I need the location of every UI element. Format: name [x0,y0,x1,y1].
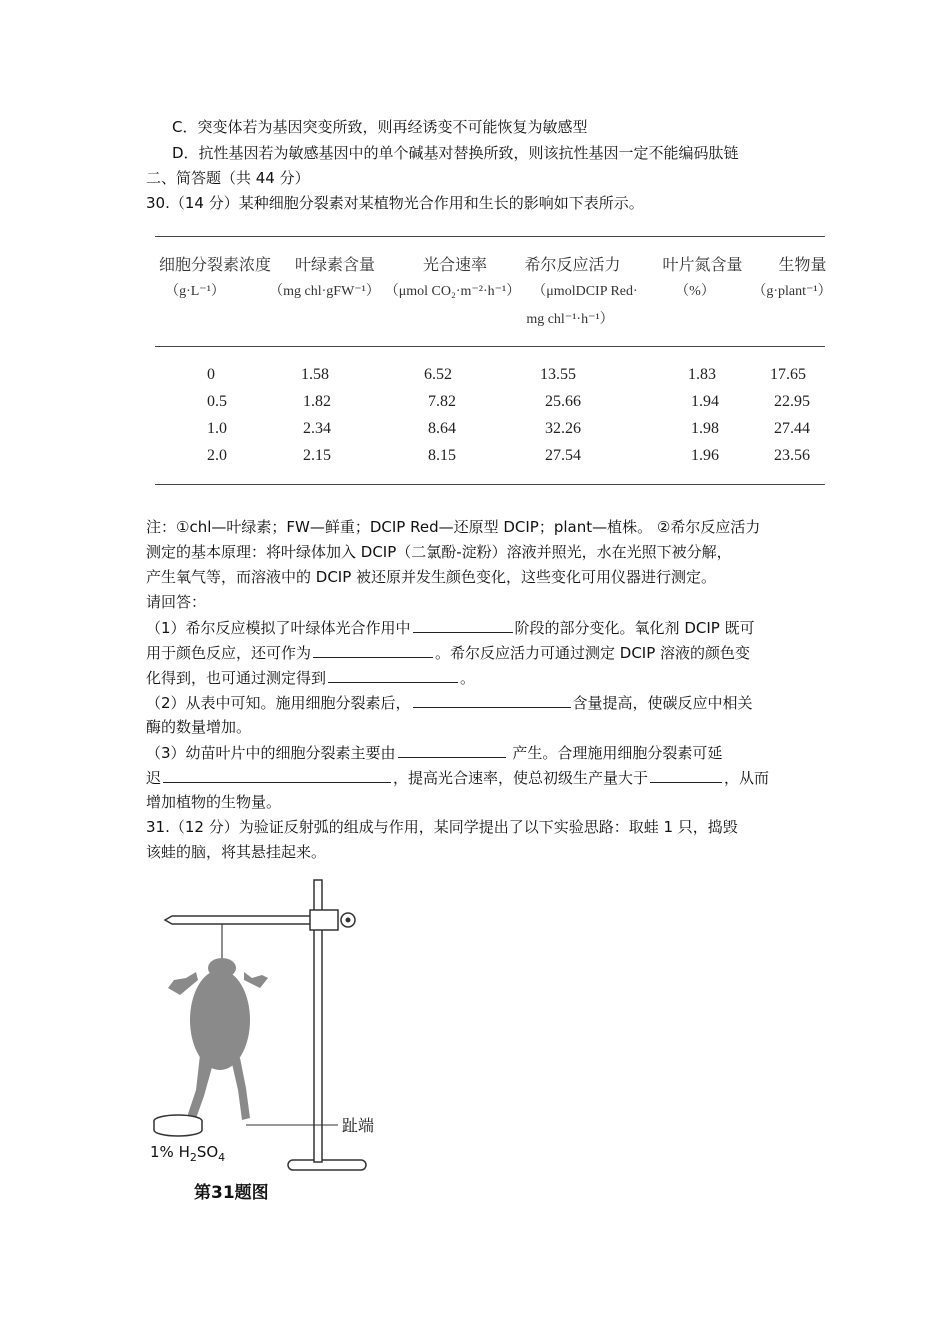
ask-label: 请回答： [146,593,207,611]
stand-clamp [310,910,338,930]
table-cell: 13.55 [540,366,576,383]
header-photosynthesis-unit: （μmol CO₂·m⁻²·h⁻¹） [384,284,521,299]
part3-text-b: 产生。合理施用细胞分裂素可延 [507,744,723,762]
table-cell: 22.95 [774,393,810,410]
header-chlorophyll: 叶绿素含量 [294,255,375,274]
header-nitrogen-unit: （%） [675,284,715,299]
header-chlorophyll-unit: （mg chl·gFW⁻¹） [269,284,380,299]
table-cell: 2.34 [303,420,331,437]
part1-text-c: 用于颜色反应，还可作为 [146,644,312,662]
table-cell: 27.54 [545,447,581,464]
part3-text-a: （3）幼苗叶片中的细胞分裂素主要由 [146,744,396,762]
header-biomass-unit: （g·plant⁻¹） [752,284,832,299]
table-cell: 1.96 [691,447,719,464]
table-cell: 27.44 [774,420,810,437]
table-cell: 23.56 [774,447,810,464]
part3-text-c: 迟 [146,769,162,787]
header-hill-unit2: mg chl⁻¹·h⁻¹） [526,312,614,327]
header-biomass: 生物量 [778,255,827,274]
table-cell: 17.65 [770,366,806,383]
table-cell: 1.82 [303,393,331,410]
header-photosynthesis: 光合速率 [422,255,487,274]
table-cell: 6.52 [424,366,452,383]
table-cell: 0 [207,366,215,383]
header-hill-unit: （μmolDCIP Red· [532,284,638,299]
table-cell: 8.15 [428,447,456,464]
part1-text-d: 。希尔反应活力可通过测定 DCIP 溶液的颜色变 [435,644,751,662]
figure-caption: 第31题图 [194,1183,269,1203]
acid-label-sub2: 4 [218,1151,226,1164]
table-cell: 7.82 [428,393,456,410]
header-cytokinin-unit: （g·L⁻¹） [165,284,225,299]
question-31-line2: 该蛙的脑，将其悬挂起来。 [146,843,327,861]
part1-text-e: 化得到，也可通过测定得到 [146,669,327,687]
header-cytokinin: 细胞分裂素浓度 [158,255,271,274]
note-line-2: 测定的基本原理：将叶绿体加入 DCIP（二氯酚-淀粉）溶液并照光，水在光照下被分解， [146,543,732,561]
header-nitrogen: 叶片氮含量 [662,255,743,274]
table-cell: 25.66 [545,393,581,410]
part3-line3: 增加植物的生物量。 [146,793,282,811]
table-cell: 2.15 [303,447,331,464]
frog-illustration [168,958,268,1124]
clamp-screw-center [346,918,351,923]
acid-label-sub1: 2 [189,1151,197,1164]
part1-text-a: （1）希尔反应模拟了叶绿体光合作用中 [146,619,411,637]
toe-label: 趾端 [342,1116,375,1135]
stand-arm [165,916,320,924]
note-line-1: 注：①chl—叶绿素；FW—鲜重；DCIP Red—还原型 DCIP；plant—植株。 ②希尔反应活力 [146,518,761,536]
acid-dish [154,1121,202,1136]
stand-base [288,1160,366,1170]
table-cell: 8.64 [428,420,456,437]
part2-line2: 酶的数量增加。 [146,718,252,736]
table-cell: 1.58 [301,366,329,383]
table-cell: 32.26 [545,420,581,437]
table-cell: 1.94 [691,393,719,410]
part2-text-a: （2）从表中可知。施用细胞分裂素后， [146,694,411,712]
question-30-stem: 30.（14 分）某种细胞分裂素对某植物光合作用和生长的影响如下表所示。 [146,194,644,212]
part2-text-b: 含量提高，使碳反应中相关 [572,694,753,712]
option-d: D．抗性基因若为敏感基因中的单个碱基对替换所致，则该抗性基因一定不能编码肽链 [172,144,739,162]
part1-text-b: 阶段的部分变化。氧化剂 DCIP 既可 [514,619,755,637]
part3-text-d: ，提高光合速率，使总初级生产量大于 [393,769,649,787]
acid-label [150,1143,225,1164]
part3-text-e: ，从而 [724,769,770,787]
note-line-3: 产生氧气等，而溶液中的 DCIP 被还原并发生颜色变化，这些变化可用仪器进行测定。 [146,568,717,586]
option-c: C．突变体若为基因突变所致，则再经诱变不可能恢复为敏感型 [172,118,588,136]
part1-text-f: 。 [460,669,476,687]
table-cell: 1.98 [691,420,719,437]
question-31-line1: 31.（12 分）为验证反射弧的组成与作用，某同学提出了以下实验思路：取蛙 1 只，捣毁 [146,818,738,836]
table-cell: 1.0 [207,420,227,437]
acid-label-text: 1% H [150,1143,190,1161]
table-cell: 2.0 [207,447,227,464]
table-cell: 0.5 [207,393,227,410]
header-hill: 希尔反应活力 [524,255,621,274]
table-cell: 1.83 [688,366,716,383]
acid-label-mid: SO [196,1143,219,1161]
section-heading: 二、简答题（共 44 分） [146,169,310,187]
